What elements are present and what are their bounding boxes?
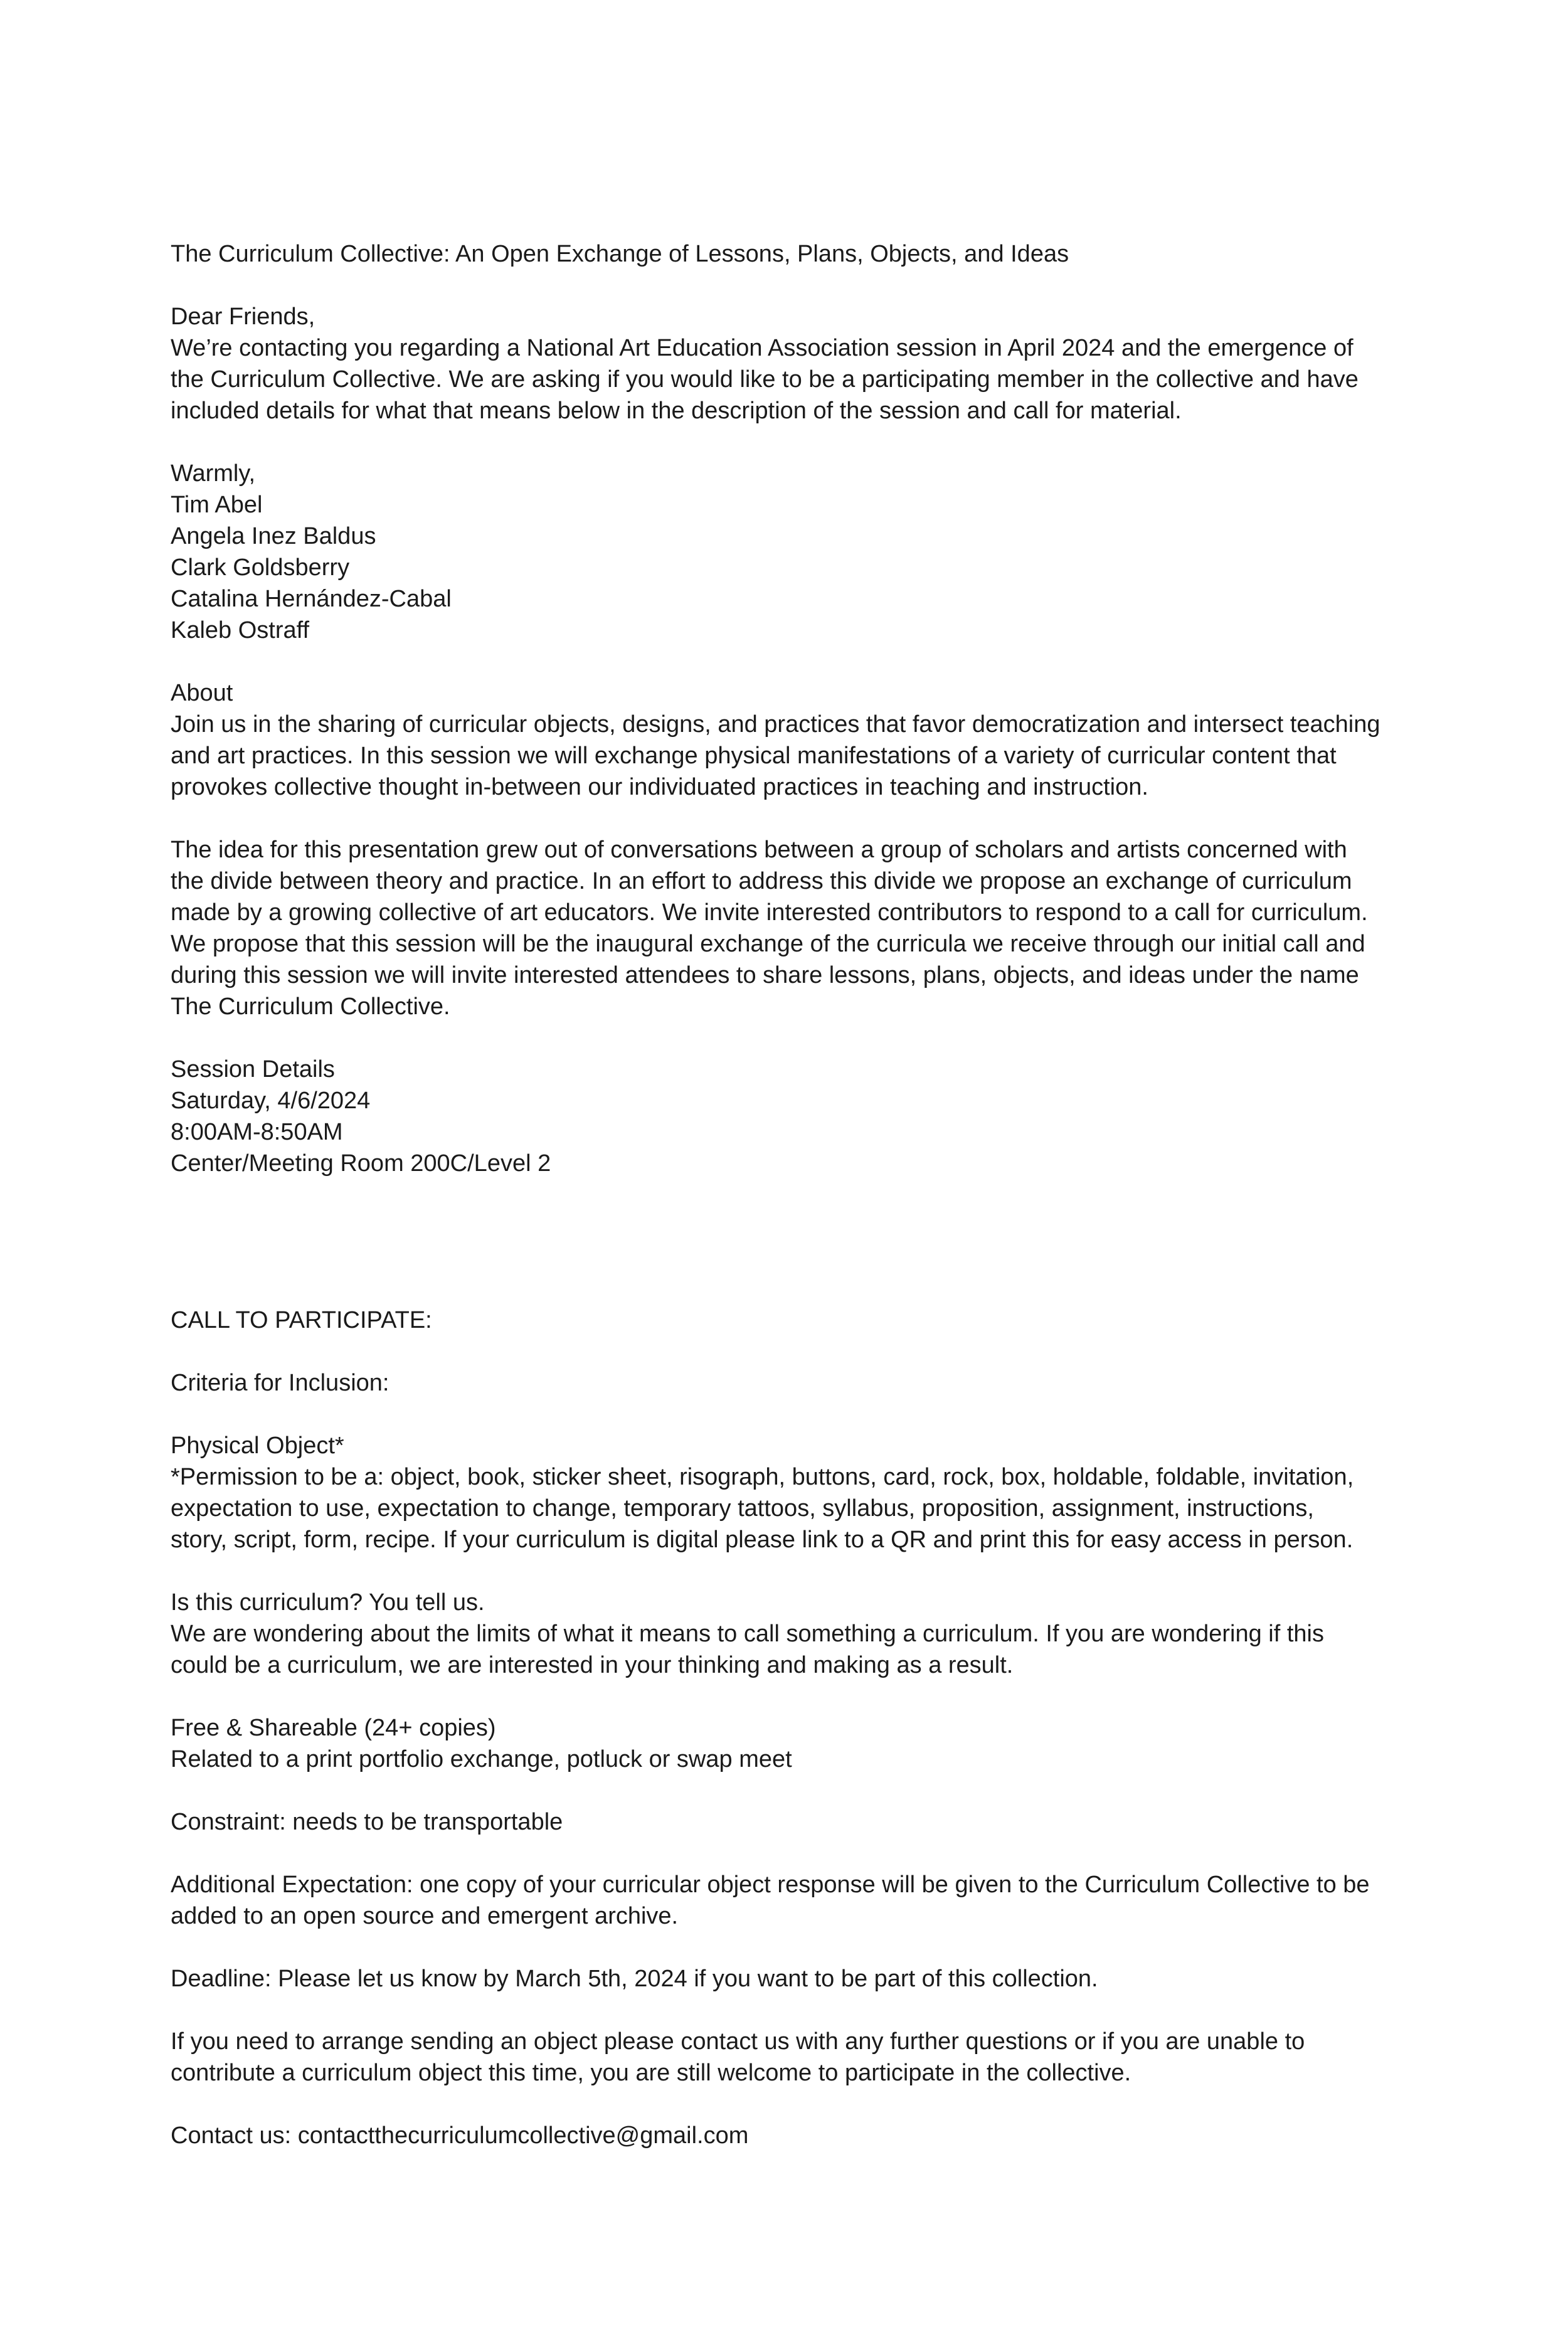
intro-line: We’re contacting you regarding a National Art Education Association session in April 2024 and the emergence of — [171, 335, 1353, 361]
spacer — [171, 426, 1425, 458]
intro-line: included details for what that means below in the description of the session and call for material. — [171, 398, 1182, 424]
about-paragraph-1 — [171, 709, 1425, 803]
about-heading: About — [171, 680, 233, 706]
session-location: Center/Meeting Room 200C/Level 2 — [171, 1150, 551, 1177]
physical-object-heading: Physical Object* — [171, 1433, 344, 1459]
spacer — [171, 803, 1425, 834]
contact-line — [171, 2120, 1425, 2151]
spacer — [171, 1681, 1425, 1712]
spacer — [171, 270, 1425, 301]
about-line: The idea for this presentation grew out of conversations between a group of scholars and artists concerned with — [171, 837, 1347, 863]
is-curriculum-paragraph — [171, 1618, 1425, 1681]
greeting: Dear Friends, — [171, 304, 315, 330]
spacer — [171, 646, 1425, 677]
intro-paragraph — [171, 332, 1425, 426]
session-time: 8:00AM-8:50AM — [171, 1119, 343, 1145]
signatory: Clark Goldsberry — [171, 554, 350, 581]
physical-object-line: story, script, form, recipe. If your curriculum is digital please link to a QR and print this for easy access in person. — [171, 1527, 1353, 1553]
is-curriculum-heading: Is this curriculum? You tell us. — [171, 1589, 485, 1616]
spacer — [171, 1994, 1425, 2026]
free-shareable-line: Related to a print portfolio exchange, potluck or swap meet — [171, 1746, 792, 1772]
about-line: Join us in the sharing of curricular objects, designs, and practices that favor democratization and intersect teaching — [171, 711, 1380, 738]
spacer — [171, 1932, 1425, 1963]
spacer — [171, 1838, 1425, 1869]
about-paragraph-2 — [171, 834, 1425, 1022]
about-line: made by a growing collective of art educators. We invite interested contributors to respond to a call for curriculum. — [171, 899, 1368, 926]
is-curriculum-line: could be a curriculum, we are interested in your thinking and making as a result. — [171, 1652, 1014, 1678]
about-line: The Curriculum Collective. — [171, 993, 450, 1020]
call-heading: CALL TO PARTICIPATE: — [171, 1307, 432, 1333]
free-shareable-heading: Free & Shareable (24+ copies) — [171, 1715, 496, 1741]
signoff: Warmly, — [171, 460, 256, 487]
constraint-line: Constraint: needs to be transportable — [171, 1809, 563, 1835]
additional-expectation-line: Additional Expectation: one copy of your curricular object response will be given to the Curriculum Collective to be — [171, 1872, 1370, 1898]
signatory: Tim Abel — [171, 492, 263, 518]
signatory-list — [171, 489, 1425, 646]
arrange-line: If you need to arrange sending an object please contact us with any further questions or if you are unable to — [171, 2028, 1305, 2055]
signatory: Catalina Hernández-Cabal — [171, 586, 452, 612]
signatory: Kaleb Ostraff — [171, 617, 310, 644]
contact-email: contactthecurriculumcollective@gmail.com — [297, 2122, 749, 2149]
about-line: the divide between theory and practice. In an effort to address this divide we propose an exchange of curriculum — [171, 868, 1352, 894]
about-line: provokes collective thought in-between our individuated practices in teaching and instruction. — [171, 774, 1148, 800]
spacer — [171, 1775, 1425, 1806]
physical-object-line: expectation to use, expectation to change, temporary tattoos, syllabus, proposition, assignment, instructions, — [171, 1495, 1314, 1522]
additional-expectation-paragraph — [171, 1869, 1425, 1932]
arrange-line: contribute a curriculum object this time, you are still welcome to participate in the collective. — [171, 2060, 1131, 2086]
section-gap — [171, 1179, 1425, 1305]
signatory: Angela Inez Baldus — [171, 523, 376, 549]
document-title: The Curriculum Collective: An Open Exchange of Lessons, Plans, Objects, and Ideas — [171, 241, 1069, 267]
physical-object-line: *Permission to be a: object, book, sticker sheet, risograph, buttons, card, rock, box, holdable, foldable, invitation, — [171, 1464, 1354, 1490]
deadline-line: Deadline: Please let us know by March 5th, 2024 if you want to be part of this collection. — [171, 1966, 1098, 1992]
physical-object-paragraph — [171, 1461, 1425, 1555]
about-line: and art practices. In this session we will exchange physical manifestations of a variety of curricular content that — [171, 743, 1337, 769]
session-heading: Session Details — [171, 1056, 335, 1083]
intro-line: the Curriculum Collective. We are asking if you would like to be a participating member in the collective and have — [171, 366, 1359, 393]
arrange-paragraph — [171, 2026, 1425, 2089]
spacer — [171, 1555, 1425, 1587]
spacer — [171, 1399, 1425, 1430]
about-line: We propose that this session will be the inaugural exchange of the curricula we receive through our initial call and — [171, 931, 1365, 957]
additional-expectation-line: added to an open source and emergent archive. — [171, 1903, 679, 1929]
session-date: Saturday, 4/6/2024 — [171, 1088, 371, 1114]
criteria-heading: Criteria for Inclusion: — [171, 1370, 389, 1396]
spacer — [171, 1022, 1425, 1054]
letter-document — [171, 238, 1425, 2151]
about-line: during this session we will invite interested attendees to share lessons, plans, objects, and ideas under the name — [171, 962, 1359, 988]
spacer — [171, 2089, 1425, 2120]
contact-label: Contact us: — [171, 2122, 298, 2149]
spacer — [171, 1336, 1425, 1367]
is-curriculum-line: We are wondering about the limits of what it means to call something a curriculum. If you are wondering if this — [171, 1621, 1324, 1647]
